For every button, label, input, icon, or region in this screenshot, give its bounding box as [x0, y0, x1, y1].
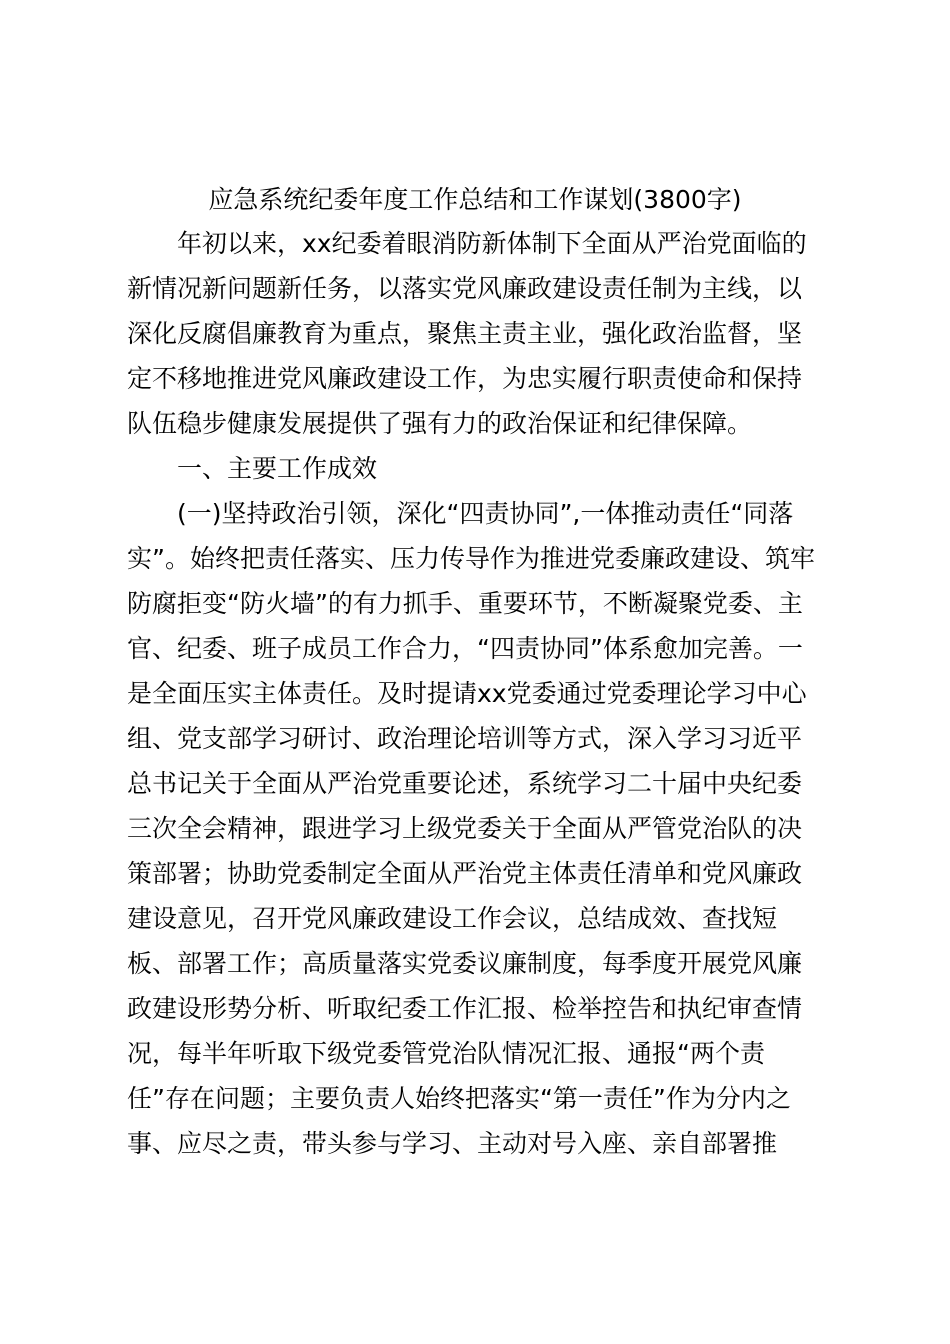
- paragraph-line: 政建设形势分析、听取纪委工作汇报、检举控告和执纪审查情: [127, 994, 803, 1023]
- paragraph-line: 防腐拒变“防火墙”的有力抓手、重要环节，不断凝聚党委、主: [127, 589, 803, 618]
- paragraph-line: 建设意见，召开党风廉政建设工作会议，总结成效、查找短: [127, 904, 778, 933]
- paragraph-line: 组、党支部学习研讨、政治理论培训等方式，深入学习习近平: [127, 724, 803, 753]
- paragraph-line: 策部署；协助党委制定全面从严治党主体责任清单和党风廉政: [127, 859, 803, 888]
- subsection-heading: (一)坚持政治引领，深化“四责协同”,一体推动责任“同落: [177, 499, 794, 528]
- paragraph-line: 任”存在问题；主要负责人始终把落实“第一责任”作为分内之: [127, 1084, 791, 1113]
- document-title: 应急系统纪委年度工作总结和工作谋划(3800字): [208, 185, 742, 214]
- paragraph-line: 年初以来，xx纪委着眼消防新体制下全面从严治党面临的: [177, 229, 807, 258]
- paragraph-line: 况，每半年听取下级党委管党治队情况汇报、通报“两个责: [127, 1039, 765, 1068]
- paragraph-line: 是全面压实主体责任。及时提请xx党委通过党委理论学习中心: [127, 679, 807, 708]
- section-heading: 一、主要工作成效: [177, 454, 378, 483]
- paragraph-line: 队伍稳步健康发展提供了强有力的政治保证和纪律保障。: [127, 409, 753, 438]
- paragraph-line: 事、应尽之责，带头参与学习、主动对号入座、亲自部署推: [127, 1129, 778, 1158]
- paragraph-line: 板、部署工作；高质量落实党委议廉制度，每季度开展党风廉: [127, 949, 803, 978]
- paragraph-line: 深化反腐倡廉教育为重点，聚焦主责主业，强化政治监督，坚: [127, 319, 803, 348]
- paragraph-line: 实”。始终把责任落实、压力传导作为推进党委廉政建设、筑牢: [127, 544, 815, 573]
- paragraph-line: 总书记关于全面从严治党重要论述，系统学习二十届中央纪委: [127, 769, 803, 798]
- paragraph-line: 三次全会精神，跟进学习上级党委关于全面从严管党治队的决: [127, 814, 803, 843]
- paragraph-line: 官、纪委、班子成员工作合力，“四责协同”体系愈加完善。一: [127, 634, 803, 663]
- paragraph-line: 新情况新问题新任务，以落实党风廉政建设责任制为主线，以: [127, 274, 803, 303]
- paragraph-line: 定不移地推进党风廉政建设工作，为忠实履行职责使命和保持: [127, 364, 803, 393]
